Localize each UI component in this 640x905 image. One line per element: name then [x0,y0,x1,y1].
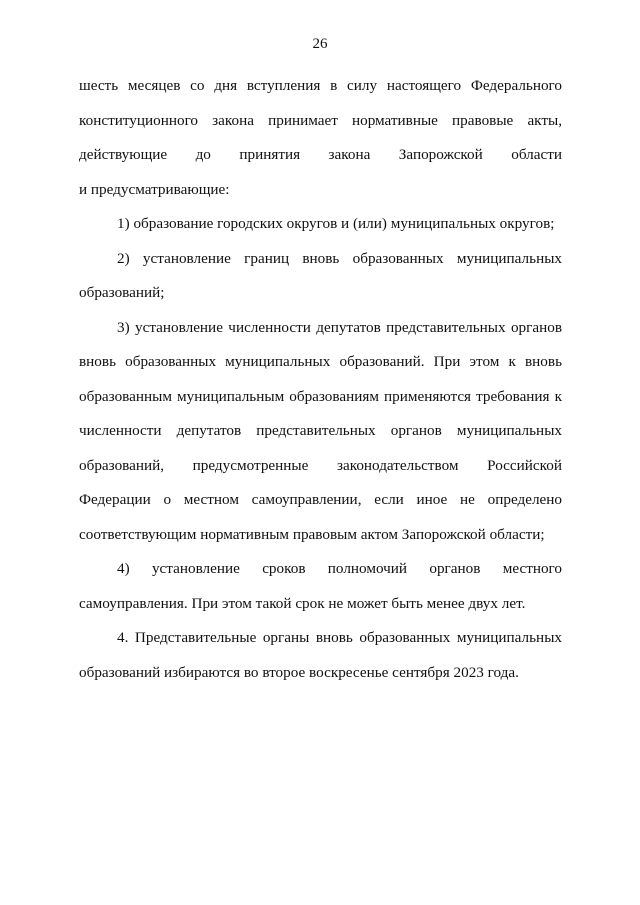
text-line: действующие до принятия закона Запорожской области [79,146,562,163]
text-line: и предусматривающие: [79,180,230,198]
list-item: 2) установление границ вновь образованных муниципальных [117,249,562,267]
text-line: шесть месяцев со дня вступления в силу настоящего Федерального [79,77,562,94]
document-body [79,69,562,690]
list-item: 1) образование городских округов и (или) муниципальных округов; [117,215,555,232]
list-item: 3) установление численности депутатов представительных органов вновь образованных муниципальных образований. При этом к вновь образованным муниципальным образованиям применяются требования к численности депутатов представительных органов муниципальных образований, предусмотренные законодательством Российской Федерации о местном самоуправлении, если иное не определено соответствующим нормативным правовым актом Запорожской области; [79,318,562,543]
text-line: конституционного закона принимает нормативные правовые акты, [79,111,562,129]
list-item: 4) установление сроков полномочий органов местного [117,560,562,577]
numbered-paragraph: 4. Представительные органы вновь образованных муниципальных образований избираются во второе воскресенье сентября 2023 года. [79,629,562,681]
text-line: самоуправления. При этом такой срок не может быть менее двух лет. [79,594,526,612]
text-line: образований; [79,284,165,301]
page-number: 26 [312,36,328,52]
